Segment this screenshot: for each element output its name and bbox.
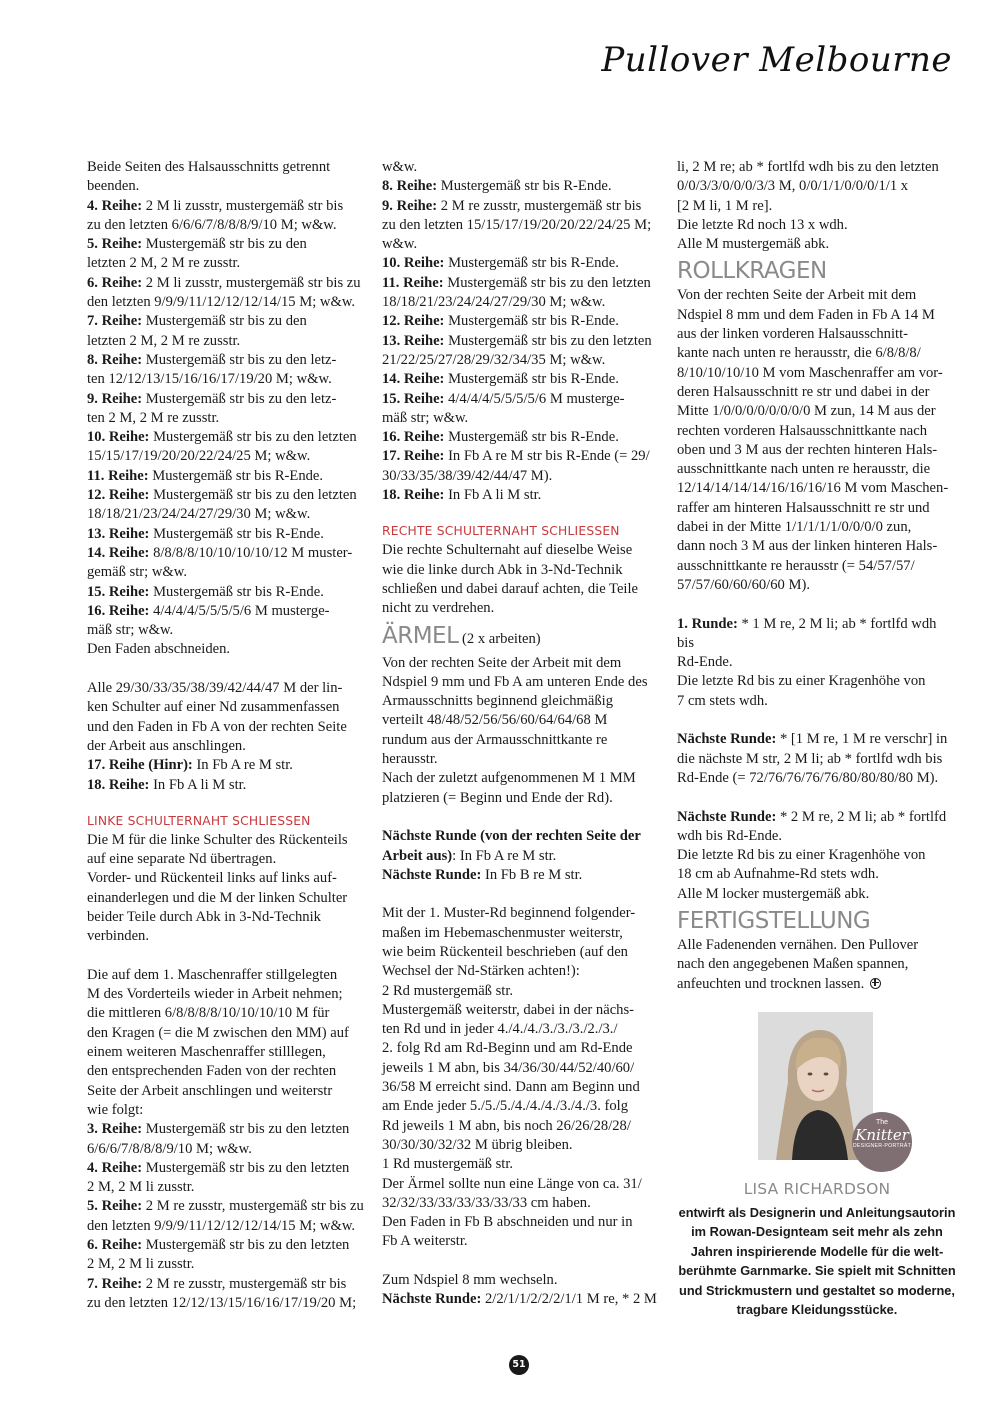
text-line: schließen und dabei darauf achten, die Teile xyxy=(382,580,639,597)
row-text: Mustergemäß str bis zu den letzten xyxy=(443,274,651,291)
instruction-line xyxy=(382,370,668,389)
instruction-line xyxy=(87,1275,372,1294)
text-line: letzten 2 M, 2 M re zusstr. xyxy=(87,255,241,272)
text-line: der Arbeit aus anschlingen. xyxy=(87,737,246,754)
row-text: 2 M re zusstr, mustergemäß str bis xyxy=(437,197,642,214)
text-line: letzten 2 M, 2 M re zusstr. xyxy=(87,332,241,349)
text-line: M des Vorderteils wieder in Arbeit nehmen; xyxy=(87,986,343,1003)
row-label: Nächste Runde: xyxy=(677,731,777,748)
text-line: wdh bis Rd-Ende. xyxy=(677,827,782,844)
text-line: wie folgt: xyxy=(87,1101,144,1118)
row-label: 7. Reihe: xyxy=(87,313,143,330)
text-line: li, 2 M re; ab * fortlfd wdh bis zu den letzten xyxy=(677,159,939,175)
text-line: den entsprechenden Faden von der rechten xyxy=(87,1063,337,1080)
section-heading-rechte-schulternaht: RECHTE SCHULTERNAHT SCHLIESSEN xyxy=(382,524,620,539)
text-line: Alle M mustergemäß abk. xyxy=(677,236,830,253)
text-line: platzieren (= Beginn und Ende der Rd). xyxy=(382,789,613,806)
text-line: Der Ärmel sollte nun eine Länge von ca. 31/ xyxy=(382,1175,642,1192)
row-text: Mustergemäß str bis zu den letzten xyxy=(444,332,652,349)
text-line: herausstr. xyxy=(382,751,438,768)
row-label: 15. Reihe: xyxy=(382,390,445,407)
instruction-line xyxy=(87,602,372,621)
row-label: 10. Reihe: xyxy=(87,429,150,446)
text-line: 30/30/30/32/32 M übrig bleiben. xyxy=(382,1136,573,1153)
text-line: auf eine separate Nd übertragen. xyxy=(87,851,277,868)
row-label: Nächste Runde: xyxy=(382,866,482,883)
text-line: Mitte 1/0/0/0/0/0/0/0/0 M zun, 14 M aus der xyxy=(677,403,936,420)
instruction-line xyxy=(382,847,668,866)
row-label: 10. Reihe: xyxy=(382,255,445,272)
instruction-line xyxy=(382,332,668,351)
row-text: Mustergemäß str bis zu den letz- xyxy=(142,390,337,407)
row-label: 14. Reihe: xyxy=(87,544,150,561)
text-line: oben und 3 M aus der rechten hinteren Hals- xyxy=(677,441,938,458)
badge-brand: Knitter xyxy=(855,1126,909,1144)
text-column-3 xyxy=(677,158,957,994)
text-line: dann noch 3 M aus der linken hinteren Hals- xyxy=(677,538,938,555)
paragraph-gap xyxy=(87,947,372,966)
text-line: deren Halsausschnitt re str und dabei in der xyxy=(677,383,930,400)
row-label: 6. Reihe: xyxy=(87,274,143,291)
row-text: Mustergemäß str bis zu den letzten xyxy=(142,1237,350,1254)
instruction-line xyxy=(87,544,372,563)
instruction-line xyxy=(382,197,668,216)
instruction-line xyxy=(87,274,372,293)
row-text: In Fb A li M str. xyxy=(149,776,247,793)
row-label: 7. Reihe: xyxy=(87,1275,143,1292)
text-line: wie die linke durch Abk in 3-Nd-Technik xyxy=(382,561,623,578)
row-label: 5. Reihe: xyxy=(87,1198,143,1215)
row-label: 8. Reihe: xyxy=(382,178,438,195)
row-text: Mustergemäß str bis R-Ende. xyxy=(148,467,324,484)
row-text: Mustergemäß str bis zu den letzten xyxy=(149,429,357,446)
row-text: * [1 M re, 1 M re verschr] in xyxy=(776,731,948,748)
instruction-line xyxy=(382,312,668,331)
row-text: In Fb A re M str bis R-Ende (= 29/ xyxy=(444,448,650,465)
text-line: Alle Fadenenden vernähen. Den Pullover xyxy=(677,936,919,953)
text-line: Ndspiel 8 mm und dem Faden in Fb A 14 M xyxy=(677,306,935,323)
row-label: 14. Reihe: xyxy=(382,371,445,388)
row-label: 13. Reihe: xyxy=(382,332,445,349)
row-text: Mustergemäß str bis R-Ende. xyxy=(444,255,619,272)
row-label: 11. Reihe: xyxy=(87,467,149,484)
designer-bio xyxy=(667,1203,967,1319)
text-line: [2 M li, 1 M re]. xyxy=(677,197,773,214)
row-text: In Fb A re M str. xyxy=(192,757,293,774)
text-line: und den Faden in Fb A von der rechten Seite xyxy=(87,718,347,735)
column1-lines2 xyxy=(87,831,372,1313)
instruction-line xyxy=(382,390,668,409)
text-line: 30/33/35/38/39/42/44/47 M). xyxy=(382,467,553,484)
instruction-line xyxy=(87,1197,372,1216)
text-line: zu den letzten 12/12/13/15/16/16/17/19/20 M; xyxy=(87,1294,357,1311)
end-of-pattern-icon xyxy=(870,978,881,989)
instruction-line xyxy=(87,1120,372,1139)
text-line: 18/18/21/23/24/24/27/29/30 M; w&w. xyxy=(382,294,606,311)
instruction-line xyxy=(87,776,372,795)
row-label: Nächste Runde: xyxy=(382,1291,482,1308)
row-label: 9. Reihe: xyxy=(87,390,143,407)
row-label: 12. Reihe: xyxy=(87,487,150,504)
row-label: 17. Reihe: xyxy=(382,448,445,465)
instruction-line xyxy=(677,808,957,827)
text-line: 2 M, 2 M li zusstr. xyxy=(87,1256,195,1273)
text-column-1 xyxy=(87,158,372,1313)
row-text: Mustergemäß str bis R-Ende. xyxy=(149,583,324,600)
text-line: ausschnittkante nach unten re herausstr, die xyxy=(677,461,931,478)
paragraph-gap xyxy=(677,595,957,614)
text-line: Alle 29/30/33/35/38/39/42/44/47 M der lin- xyxy=(87,680,343,697)
text-line: Den Faden in Fb B abschneiden und nur in xyxy=(382,1214,633,1231)
text-line: 21/22/25/27/28/29/32/34/35 M; w&w. xyxy=(382,351,606,368)
text-line: rundum aus der Armausschnittkante re xyxy=(382,731,608,748)
text-line: Zum Ndspiel 8 mm wechseln. xyxy=(382,1272,558,1289)
row-text: Mustergemäß str bis zu den letzten xyxy=(149,487,357,504)
row-text: Mustergemäß str bis R-Ende. xyxy=(444,371,619,388)
row-label: 6. Reihe: xyxy=(87,1237,143,1254)
text-line: raffer am hinteren Halsausschnitt re str und xyxy=(677,499,930,516)
text-line: Beide Seiten des Halsausschnitts getrennt xyxy=(87,159,331,175)
text-line: 15/15/17/19/20/20/22/24/25 M; w&w. xyxy=(87,448,311,465)
instruction-line xyxy=(677,615,957,654)
designer-bio-line: berühmte Garnmarke. Sie spielt mit Schnitten xyxy=(678,1263,956,1279)
instruction-line xyxy=(87,756,372,775)
row-text: Mustergemäß str bis R-Ende. xyxy=(437,178,612,195)
row-text: Mustergemäß str bis R-Ende. xyxy=(149,525,324,542)
text-column-2 xyxy=(382,158,668,1310)
text-line: 57/57/60/60/60/60 M). xyxy=(677,576,810,593)
row-text: Mustergemäß str bis zu den letzten xyxy=(142,1121,350,1138)
text-line: rechten vorderen Halsausschnittkante nach xyxy=(677,422,928,439)
text-line: Die M für die linke Schulter des Rückenteils xyxy=(87,831,348,848)
page-number: 51 xyxy=(509,1355,529,1375)
row-text: 2 M li zusstr, mustergemäß str bis xyxy=(142,197,344,214)
section-heading-fertigstellung: FERTIGSTELLUNG xyxy=(677,907,871,934)
text-line-content: anfeuchten und trocknen lassen. xyxy=(677,975,865,992)
row-text: 2 M re zusstr, mustergemäß str bis xyxy=(142,1275,347,1292)
text-line: maßen im Hebemaschenmuster weiterstr, xyxy=(382,924,623,941)
text-line: 1 Rd mustergemäß str. xyxy=(382,1156,514,1173)
row-text: * 1 M re, 2 M li; ab * fortlfd wdh bis xyxy=(677,615,937,651)
text-line: zu den letzten 15/15/17/19/20/20/22/24/25 M; xyxy=(382,216,652,233)
text-line: 2 M, 2 M li zusstr. xyxy=(87,1179,195,1196)
text-line: den Kragen (= die M zwischen den MM) auf xyxy=(87,1024,349,1041)
row-label: Arbeit aus) xyxy=(382,847,453,864)
text-line: aus der linken vorderen Halsausschnitt- xyxy=(677,326,908,343)
aermel-note: (2 x arbeiten) xyxy=(458,630,541,647)
text-line: beider Teile durch Abk in 3-Nd-Technik xyxy=(87,908,321,925)
text-line: beenden. xyxy=(87,178,140,195)
text-line: einem weiteren Maschenraffer stilllegen, xyxy=(87,1044,326,1061)
text-line: 18/18/21/23/24/24/27/29/30 M; w&w. xyxy=(87,506,311,523)
text-line: kante nach unten re herausstr, die 6/8/8/8/ xyxy=(677,345,921,362)
row-label: 5. Reihe: xyxy=(87,236,143,253)
instruction-line xyxy=(87,428,372,447)
column2-lines3 xyxy=(382,654,668,1310)
page-title: Pullover Melbourne xyxy=(601,40,952,80)
instruction-line xyxy=(382,866,668,885)
text-line: Die auf dem 1. Maschenraffer stillgelegten xyxy=(87,966,338,983)
row-text: Mustergemäß str bis zu den xyxy=(142,236,307,253)
row-label: 16. Reihe: xyxy=(382,429,445,446)
text-line: nicht zu verdrehen. xyxy=(382,600,495,617)
column3-lines2 xyxy=(677,286,957,904)
row-text: In Fb A li M str. xyxy=(444,487,542,504)
instruction-line xyxy=(382,428,668,447)
column3-lines xyxy=(677,158,957,254)
text-line: Mit der 1. Muster-Rd beginnend folgender- xyxy=(382,905,636,922)
text-line: Von der rechten Seite der Arbeit mit dem xyxy=(677,287,917,304)
instruction-line xyxy=(87,1159,372,1178)
badge-the: The xyxy=(875,1119,889,1126)
text-line: einanderlegen und die M der linken Schulter xyxy=(87,889,348,906)
instruction-line xyxy=(382,177,668,196)
instruction-line xyxy=(382,1290,668,1309)
row-label: 9. Reihe: xyxy=(382,197,438,214)
instruction-line xyxy=(87,390,372,409)
text-line: wie beim Rückenteil beschrieben (auf den xyxy=(382,943,628,960)
row-label: 1. Runde: xyxy=(677,615,738,632)
column3-lines3 xyxy=(677,936,957,994)
text-line: w&w. xyxy=(382,236,418,253)
row-text: Mustergemäß str bis zu den xyxy=(142,313,307,330)
text-line: mäß str; w&w. xyxy=(87,622,174,639)
badge-subtitle: DESIGNER-PORTRÄT xyxy=(852,1143,912,1149)
text-line: den letzten 9/9/9/11/12/12/12/14/15 M; w&w. xyxy=(87,1217,356,1234)
text-line: Nach der zuletzt aufgenommenen M 1 MM xyxy=(382,770,636,787)
text-line: nach den angegebenen Maßen spannen, xyxy=(677,956,909,973)
text-line: die mittleren 6/8/8/8/8/10/10/10/10 M für xyxy=(87,1005,330,1022)
text-line: Alle M locker mustergemäß abk. xyxy=(677,885,870,902)
paragraph-gap xyxy=(677,711,957,730)
paragraph-gap xyxy=(382,885,668,904)
row-text: 4/4/4/4/5/5/5/5/6 M musterge- xyxy=(149,602,330,619)
text-line: den letzten 9/9/9/11/12/12/12/14/15 M; w&w. xyxy=(87,294,356,311)
text-line: w&w. xyxy=(382,159,418,175)
text-line: Fb A weiterstr. xyxy=(382,1233,468,1250)
designer-bio-line: und Strickmustern und gestaltet so moderne, xyxy=(679,1282,955,1298)
row-label: 8. Reihe: xyxy=(87,351,143,368)
row-text: * 2 M re, 2 M li; ab * fortlfd xyxy=(776,808,947,825)
instruction-line xyxy=(677,730,957,749)
instruction-line xyxy=(87,467,372,486)
paragraph-gap xyxy=(382,1252,668,1271)
text-line: Von der rechten Seite der Arbeit mit dem xyxy=(382,654,622,671)
text-line: ten 12/12/13/15/16/16/17/19/20 M; w&w. xyxy=(87,371,332,388)
text-line: Ndspiel 9 mm und Fb A am unteren Ende des xyxy=(382,673,648,690)
text-line: ausschnittkante re herausstr (= 54/57/57/ xyxy=(677,557,915,574)
column1-lines xyxy=(87,158,372,795)
row-text: 4/4/4/4/5/5/5/5/6 M musterge- xyxy=(444,390,625,407)
text-line: 8/10/10/10/10 M vom Maschenraffer am vor- xyxy=(677,364,943,381)
instruction-line xyxy=(382,254,668,273)
row-text: Mustergemäß str bis zu den letzten xyxy=(142,1159,350,1176)
instruction-line xyxy=(382,827,668,846)
text-line: Den Faden abschneiden. xyxy=(87,641,231,658)
row-label: 13. Reihe: xyxy=(87,525,150,542)
instruction-line xyxy=(382,274,668,293)
text-line: zu den letzten 6/6/6/7/8/8/8/9/10 M; w&w. xyxy=(87,216,337,233)
designer-bio-line: entwirft als Designerin und Anleitungsautorin xyxy=(678,1205,956,1220)
text-line: verbinden. xyxy=(87,928,150,945)
designer-bio-line: im Rowan-Designteam seit mehr als zehn xyxy=(691,1224,943,1240)
row-text: 8/8/8/8/10/10/10/10/12 M muster- xyxy=(149,544,353,561)
text-line: Die rechte Schulternaht auf dieselbe Weise xyxy=(382,542,633,559)
text-line: 12/14/14/14/14/16/16/16/16 M vom Maschen- xyxy=(677,480,949,497)
text-line: 2. folg Rd am Rd-Beginn und am Rd-Ende xyxy=(382,1040,633,1057)
instruction-line xyxy=(87,312,372,331)
aermel-title: ÄRMEL xyxy=(382,622,459,649)
instruction-line xyxy=(87,1236,372,1255)
text-line: 7 cm stets wdh. xyxy=(677,692,768,709)
text-line: Rd jeweils 1 M abn, bis noch 26/26/28/28/ xyxy=(382,1117,631,1134)
row-text: 2/2/1/1/2/2/2/1/1 M re, * 2 M xyxy=(481,1291,657,1308)
text-line: verteilt 48/48/52/56/56/60/64/64/68 M xyxy=(382,712,608,729)
text-line: 18 cm ab Aufnahme-Rd stets wdh. xyxy=(677,866,879,883)
section-heading-aermel xyxy=(382,623,668,653)
text-line: ten 2 M, 2 M re zusstr. xyxy=(87,409,220,426)
text-line: Seite der Arbeit anschlingen und weiterstr xyxy=(87,1082,333,1099)
section-heading-rollkragen: ROLLKRAGEN xyxy=(677,258,827,285)
text-line: 36/58 M erreicht sind. Dann am Beginn und xyxy=(382,1079,640,1096)
instruction-line xyxy=(382,486,668,505)
text-line: am Ende jeder 5./5./5./4./4./4./3./4./3. folg xyxy=(382,1098,629,1115)
text-line: ten Rd und in jeder 4./4./4./3./3./3./2./3./ xyxy=(382,1021,618,1038)
row-label: 16. Reihe: xyxy=(87,602,150,619)
text-line: Mustergemäß weiterstr, dabei in der nächs- xyxy=(382,1001,635,1018)
text-line: 6/6/6/7/8/8/8/9/10 M; w&w. xyxy=(87,1140,252,1157)
text-line xyxy=(677,975,957,994)
designer-bio-line: Jahren inspirierende Modelle für die welt- xyxy=(690,1243,944,1259)
row-text: 2 M li zusstr, mustergemäß str bis zu xyxy=(142,274,361,291)
row-text: Mustergemäß str bis R-Ende. xyxy=(444,313,619,330)
row-label: 18. Reihe: xyxy=(382,487,445,504)
text-line: gemäß str; w&w. xyxy=(87,564,187,581)
text-line: Die letzte Rd bis zu einer Kragenhöhe von xyxy=(677,847,926,864)
row-text: In Fb B re M str. xyxy=(481,866,583,883)
text-line: Die letzte Rd bis zu einer Kragenhöhe von xyxy=(677,673,926,690)
row-text: Mustergemäß str bis zu den letz- xyxy=(142,351,337,368)
row-label: 11. Reihe: xyxy=(382,274,444,291)
text-line: Wechsel der Nd-Stärken achten!): xyxy=(382,963,580,980)
row-label: Nächste Runde: xyxy=(677,808,777,825)
text-line: Rd-Ende (= 72/76/76/76/76/80/80/80/80 M). xyxy=(677,769,939,786)
designer-name: LISA RICHARDSON xyxy=(743,1180,891,1198)
paragraph-gap xyxy=(382,808,668,827)
instruction-line xyxy=(87,351,372,370)
row-label: 12. Reihe: xyxy=(382,313,445,330)
paragraph-gap xyxy=(87,660,372,679)
row-text: : In Fb A re M str. xyxy=(452,847,557,864)
designer-bio-line: tragbare Kleidungsstücke. xyxy=(736,1302,898,1318)
row-label: 18. Reihe: xyxy=(87,776,150,793)
text-line: 32/32/33/33/33/33/33/33 cm haben. xyxy=(382,1194,591,1211)
paragraph-gap xyxy=(677,788,957,807)
instruction-line xyxy=(87,583,372,602)
row-label: 17. Reihe (Hinr): xyxy=(87,757,193,774)
text-line: Die letzte Rd noch 13 x wdh. xyxy=(677,216,848,233)
instruction-line xyxy=(87,197,372,216)
the-knitter-badge xyxy=(852,1112,912,1172)
text-line: dabei in der Mitte 1/1/1/1/1/0/0/0/0 zun, xyxy=(677,519,912,536)
text-line: jeweils 1 M abn, bis 34/36/30/44/52/40/60/ xyxy=(382,1059,635,1076)
instruction-line xyxy=(87,525,372,544)
text-line: Rd-Ende. xyxy=(677,654,733,671)
row-text: 2 M re zusstr, mustergemäß str bis zu xyxy=(142,1198,364,1215)
instruction-line xyxy=(87,486,372,505)
text-line: Armausschnitts beginnend gleichmäßig xyxy=(382,693,614,710)
instruction-line xyxy=(382,447,668,466)
row-text: Mustergemäß str bis R-Ende. xyxy=(444,429,619,446)
row-label: Nächste Runde (von der rechten Seite der xyxy=(382,828,641,845)
text-line: Vorder- und Rückenteil links auf links auf- xyxy=(87,870,337,887)
column2-lines2 xyxy=(382,541,668,618)
text-line: die nächste M str, 2 M li; ab * fortlfd wdh bis xyxy=(677,750,943,767)
instruction-line xyxy=(87,235,372,254)
column2-lines xyxy=(382,158,668,505)
text-line: 2 Rd mustergemäß str. xyxy=(382,982,514,999)
text-line: ken Schulter auf einer Nd zusammenfassen xyxy=(87,699,340,716)
text-line: mäß str; w&w. xyxy=(382,409,469,426)
row-label: 15. Reihe: xyxy=(87,583,150,600)
row-label: 4. Reihe: xyxy=(87,197,143,214)
section-heading-linke-schulternaht: LINKE SCHULTERNAHT SCHLIESSEN xyxy=(87,813,311,828)
row-label: 3. Reihe: xyxy=(87,1121,143,1138)
text-line: 0/0/3/3/0/0/0/3/3 M, 0/0/1/1/0/0/0/1/1 x xyxy=(677,178,909,195)
row-label: 4. Reihe: xyxy=(87,1159,143,1176)
